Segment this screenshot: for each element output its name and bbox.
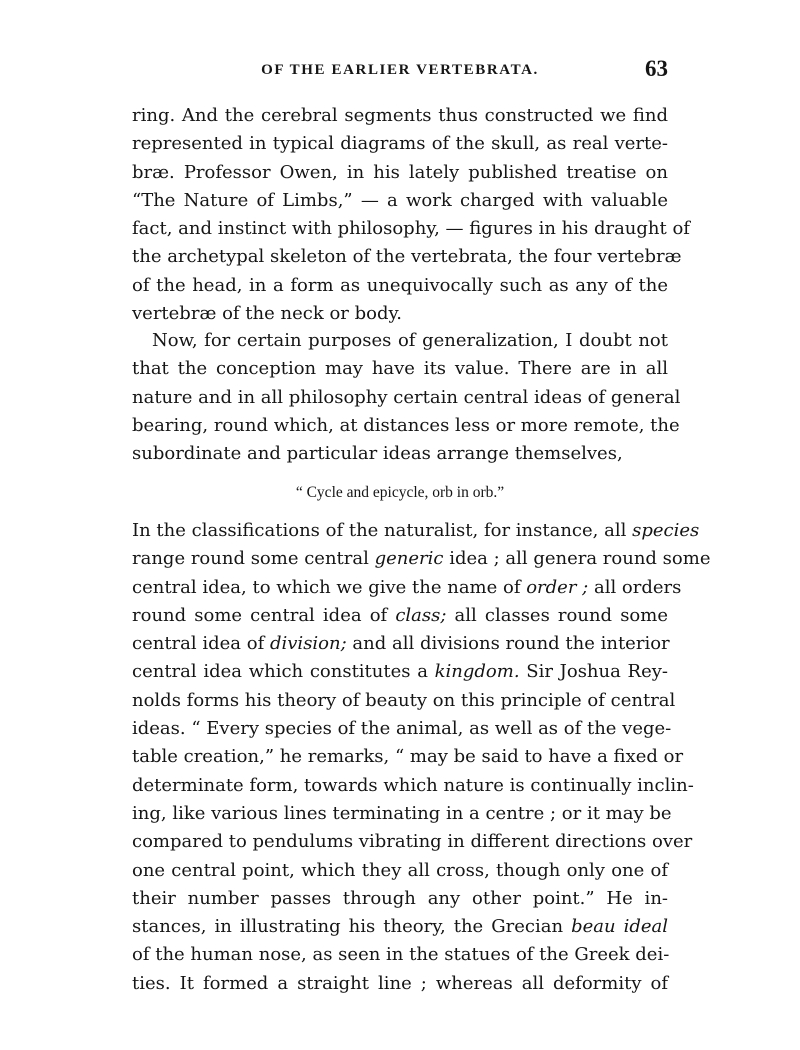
- paragraph-3: [132, 517, 711, 998]
- text-line: [132, 545, 711, 573]
- text-line: of the head, in a form as unequivocally such as any of the: [132, 274, 668, 296]
- text-line: [132, 574, 682, 602]
- page-number: 63: [645, 56, 668, 81]
- text-line: Now, for certain purposes of generalization, I doubt not: [152, 330, 668, 351]
- text-line: ties. It formed a straight line ; whereas all deformity of: [132, 972, 668, 994]
- text-run: Sir Joshua Rey-: [519, 661, 668, 683]
- text-run: central idea which constitutes a: [132, 661, 435, 683]
- text-line: ing, like various lines terminating in a centre ; or it may be: [132, 802, 672, 824]
- text-run: stances, in illustrating his theory, the Grecian: [132, 916, 572, 938]
- text-line: vertebræ of the neck or body.: [132, 303, 402, 325]
- text-run: all orders: [588, 576, 682, 598]
- paragraph-2: [132, 327, 681, 468]
- text-line: nature and in all philosophy certain central ideas of general: [132, 386, 681, 408]
- italic-term: division;: [269, 633, 347, 655]
- text-run: range round some central: [132, 548, 375, 570]
- italic-term: generic: [374, 548, 444, 570]
- text-line: of the human nose, as seen in the statues of the Greek dei-: [132, 944, 670, 966]
- text-line: bræ. Professor Owen, in his lately published treatise on: [132, 161, 668, 183]
- paragraph-1: [132, 102, 690, 328]
- text-run: central idea, to which we give the name of: [132, 576, 527, 598]
- text-line: [132, 658, 668, 686]
- running-title: OF THE EARLIER VERTEBRATA.: [261, 62, 539, 78]
- text-run: and all divisions round the interior: [346, 633, 670, 655]
- italic-term: kingdom.: [434, 661, 520, 683]
- text-line: [132, 602, 668, 630]
- verse-quote: “ Cycle and epicycle, orb in orb.”: [295, 484, 505, 501]
- text-line: the archetypal skeleton of the vertebrata, the four vertebræ: [132, 246, 682, 268]
- text-run: all classes round some: [446, 604, 668, 626]
- text-line: [132, 517, 700, 545]
- text-line: table creation,” he remarks, “ may be said to have a fixed or: [132, 746, 684, 768]
- italic-term: class;: [395, 604, 447, 626]
- text-line: subordinate and particular ideas arrange themselves,: [132, 443, 623, 465]
- text-line: determinate form, towards which nature is continually inclin-: [132, 774, 694, 796]
- text-line: “The Nature of Limbs,” — a work charged with valuable: [132, 189, 668, 211]
- text-line: compared to pendulums vibrating in different directions over: [132, 831, 693, 853]
- text-line: one central point, which they all cross, though only one of: [132, 859, 668, 881]
- text-line: represented in typical diagrams of the skull, as real verte-: [132, 133, 668, 155]
- italic-term: species: [632, 520, 700, 541]
- text-line: ideas. “ Every species of the animal, as well as of the vege-: [132, 718, 672, 740]
- text-line: that the conception may have its value. There are in all: [132, 358, 668, 380]
- text-line: fact, and instinct with philosophy, — figures in his draught of: [132, 218, 690, 240]
- text-line: [132, 913, 668, 941]
- italic-term: beau ideal: [571, 916, 669, 938]
- text-run: idea ; all genera round some: [443, 548, 711, 570]
- italic-term: order ;: [526, 576, 589, 598]
- text-line: nolds forms his theory of beauty on this principle of central: [132, 689, 676, 711]
- text-line: [132, 630, 668, 658]
- running-head: [132, 56, 668, 86]
- text-run: In the classifications of the naturalist, for instance, all: [132, 520, 633, 541]
- text-line: ring. And the cerebral segments thus constructed we find: [132, 105, 668, 126]
- text-run: central idea of: [132, 633, 270, 655]
- text-line: bearing, round which, at distances less or more remote, the: [132, 414, 680, 436]
- text-line: their number passes through any other point.” He in-: [132, 887, 668, 909]
- text-run: round some central idea of: [132, 604, 396, 626]
